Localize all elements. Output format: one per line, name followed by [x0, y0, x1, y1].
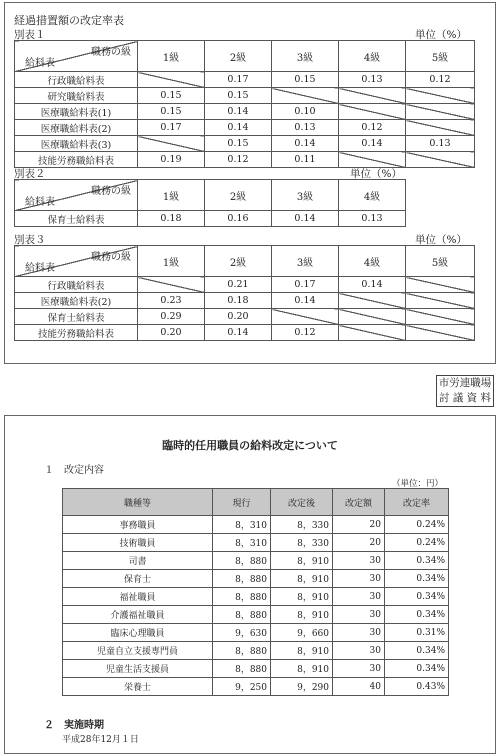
- rate-cell: 0.13: [339, 211, 406, 227]
- rate-cell: 0.14: [339, 277, 406, 293]
- grade-header: 1級: [138, 246, 205, 277]
- rate-cell: 0.14: [205, 120, 272, 136]
- job-name: 臨床心理職員: [63, 624, 213, 642]
- rate-cell: 0.18: [138, 211, 205, 227]
- rate-cell: 0.10: [272, 104, 339, 120]
- grade-header: 4級: [339, 246, 406, 277]
- rate-cell: 0.12: [406, 72, 475, 88]
- current-salary: 8，880: [213, 660, 271, 678]
- rate-cell: 0.11: [272, 152, 339, 168]
- rate-table-2: [14, 179, 406, 227]
- revised-salary: 8，910: [271, 588, 333, 606]
- table-row: [15, 309, 475, 325]
- not-applicable-cell: [339, 88, 406, 104]
- rate-cell: 0.20: [205, 309, 272, 325]
- corner-cell: [15, 180, 138, 211]
- job-name: 児童生活支援員: [63, 660, 213, 678]
- discussion-material-stamp: [436, 375, 494, 407]
- rate-cell: 0.15: [138, 104, 205, 120]
- revision-rate: 0.34%: [385, 642, 449, 660]
- header-row: [15, 246, 475, 277]
- rate-cell: 0.17: [138, 120, 205, 136]
- job-name: 児童自立支援専門員: [63, 642, 213, 660]
- header-row: [63, 489, 449, 516]
- header-row: [15, 41, 475, 72]
- current-salary: 8，880: [213, 642, 271, 660]
- revision-rate: 0.34%: [385, 660, 449, 678]
- table-row: [63, 552, 449, 570]
- job-name: 福祉職員: [63, 588, 213, 606]
- corner-grade-label: 職務の級: [91, 47, 131, 58]
- corner-cell: [15, 246, 138, 277]
- grade-header: 3級: [272, 246, 339, 277]
- current-salary: 8，880: [213, 606, 271, 624]
- revision-rate: 0.24%: [385, 534, 449, 552]
- current-salary: 8，880: [213, 570, 271, 588]
- corner-grade-label: 職務の級: [91, 186, 131, 197]
- not-applicable-cell: [339, 325, 406, 341]
- table-row: [63, 516, 449, 534]
- rate-cell: 0.21: [205, 277, 272, 293]
- table-row: [15, 211, 406, 227]
- salary-table-name: 研究職給料表: [15, 88, 138, 104]
- not-applicable-cell: [406, 309, 475, 325]
- revision-amount: 20: [333, 516, 385, 534]
- salary-table-name: 医療職給料表(2): [15, 293, 138, 309]
- grade-header: 2級: [205, 180, 272, 211]
- rate-cell: 0.14: [272, 293, 339, 309]
- table-row: [63, 570, 449, 588]
- rate-cell: 0.18: [205, 293, 272, 309]
- rate-cell: 0.14: [272, 211, 339, 227]
- revision-amount: 30: [333, 570, 385, 588]
- not-applicable-cell: [339, 309, 406, 325]
- corner-table-label: 給料表: [25, 58, 55, 69]
- rate-cell: 0.12: [205, 152, 272, 168]
- corner-grade-label: 職務の級: [91, 252, 131, 263]
- revised-salary: 8，910: [271, 660, 333, 678]
- revision-rate: 0.43%: [385, 678, 449, 696]
- salary-table-name: 保育士給料表: [15, 309, 138, 325]
- corner-cell: [15, 41, 138, 72]
- rate-cell: 0.14: [339, 136, 406, 152]
- section2-heading: ２ 実施時期: [44, 720, 104, 731]
- job-name: 司書: [63, 552, 213, 570]
- table-row: [63, 606, 449, 624]
- grade-header: 5級: [406, 41, 475, 72]
- rate-cell: 0.12: [272, 325, 339, 341]
- salary-table-name: 行政職給料表: [15, 72, 138, 88]
- salary-table-name: 技能労務職給料表: [15, 325, 138, 341]
- job-name: 保育士: [63, 570, 213, 588]
- revision-rate: 0.34%: [385, 588, 449, 606]
- revised-salary: 8，910: [271, 606, 333, 624]
- table-row: [15, 293, 475, 309]
- stamp-line-2: 討 議 資 料: [438, 392, 491, 404]
- not-applicable-cell: [406, 104, 475, 120]
- column-header: 改定後: [271, 489, 333, 516]
- column-header: 職種等: [63, 489, 213, 516]
- not-applicable-cell: [406, 152, 475, 168]
- grade-header: 5級: [406, 246, 475, 277]
- job-name: 事務職員: [63, 516, 213, 534]
- header-row: [15, 180, 406, 211]
- salary-table-name: 行政職給料表: [15, 277, 138, 293]
- table-row: [15, 72, 475, 88]
- page2-unit: （単位：円）: [392, 479, 444, 489]
- rate-cell: 0.13: [272, 120, 339, 136]
- table-row: [15, 120, 475, 136]
- grade-header: 3級: [272, 180, 339, 211]
- implementation-date: 平成28年12月１日: [62, 735, 139, 745]
- not-applicable-cell: [339, 104, 406, 120]
- table-row: [15, 277, 475, 293]
- grade-header: 4級: [339, 41, 406, 72]
- not-applicable-cell: [138, 72, 205, 88]
- salary-table-name: 技能労務職給料表: [15, 152, 138, 168]
- salary-table-name: 保育士給料表: [15, 211, 138, 227]
- rate-cell: 0.14: [205, 325, 272, 341]
- current-salary: 8，310: [213, 534, 271, 552]
- page2-title: 臨時的任用職員の給料改定について: [162, 439, 338, 452]
- table2-unit: 単位（%）: [350, 168, 402, 180]
- job-name: 技術職員: [63, 534, 213, 552]
- salary-table-name: 医療職給料表(2): [15, 120, 138, 136]
- table3-label: 別表３: [14, 234, 46, 246]
- grade-header: 1級: [138, 41, 205, 72]
- revision-amount: 30: [333, 552, 385, 570]
- current-salary: 9，630: [213, 624, 271, 642]
- revision-amount: 20: [333, 534, 385, 552]
- column-header: 改定率: [385, 489, 449, 516]
- revised-salary: 8，910: [271, 570, 333, 588]
- table-row: [63, 642, 449, 660]
- not-applicable-cell: [138, 136, 205, 152]
- table2-label: 別表２: [14, 168, 46, 180]
- revision-rate: 0.34%: [385, 570, 449, 588]
- table-row: [15, 104, 475, 120]
- current-salary: 8，310: [213, 516, 271, 534]
- grade-header: 4級: [339, 180, 406, 211]
- rate-table-3: [14, 245, 475, 341]
- rate-cell: 0.17: [272, 277, 339, 293]
- job-name: 栄養士: [63, 678, 213, 696]
- rate-cell: 0.15: [205, 88, 272, 104]
- revision-rate: 0.31%: [385, 624, 449, 642]
- current-salary: 8，880: [213, 552, 271, 570]
- rate-cell: 0.15: [138, 88, 205, 104]
- corner-table-label: 給料表: [25, 197, 55, 208]
- rate-cell: 0.29: [138, 309, 205, 325]
- rate-cell: 0.20: [138, 325, 205, 341]
- page1-title: 経過措置額の改定率表: [14, 14, 124, 27]
- not-applicable-cell: [406, 120, 475, 136]
- grade-header: 3級: [272, 41, 339, 72]
- rate-cell: 0.14: [205, 104, 272, 120]
- revision-amount: 30: [333, 606, 385, 624]
- not-applicable-cell: [406, 325, 475, 341]
- grade-header: 1級: [138, 180, 205, 211]
- salary-revision-table: [62, 488, 449, 696]
- not-applicable-cell: [406, 88, 475, 104]
- column-header: 現行: [213, 489, 271, 516]
- table-row: [63, 534, 449, 552]
- revised-salary: 8，330: [271, 534, 333, 552]
- revised-salary: 8，330: [271, 516, 333, 534]
- table-row: [63, 660, 449, 678]
- table-row: [63, 624, 449, 642]
- grade-header: 2級: [205, 246, 272, 277]
- revision-amount: 30: [333, 624, 385, 642]
- not-applicable-cell: [272, 88, 339, 104]
- table-row: [15, 325, 475, 341]
- not-applicable-cell: [406, 293, 475, 309]
- table1-unit: 単位（%）: [415, 29, 467, 41]
- section1-heading: １ 改定内容: [44, 465, 104, 476]
- table-row: [63, 588, 449, 606]
- rate-cell: 0.12: [339, 120, 406, 136]
- not-applicable-cell: [138, 277, 205, 293]
- not-applicable-cell: [406, 277, 475, 293]
- salary-table-name: 医療職給料表(3): [15, 136, 138, 152]
- revised-salary: 9，660: [271, 624, 333, 642]
- table-row: [15, 152, 475, 168]
- rate-cell: 0.13: [339, 72, 406, 88]
- revision-rate: 0.34%: [385, 552, 449, 570]
- revision-amount: 40: [333, 678, 385, 696]
- salary-table-name: 医療職給料表(1): [15, 104, 138, 120]
- table3-unit: 単位（%）: [415, 234, 467, 246]
- current-salary: 9，250: [213, 678, 271, 696]
- stamp-line-1: 市労連職場: [438, 377, 492, 389]
- rate-cell: 0.13: [406, 136, 475, 152]
- table1-label: 別表１: [14, 29, 46, 41]
- current-salary: 8，880: [213, 588, 271, 606]
- revision-rate: 0.24%: [385, 516, 449, 534]
- table-row: [63, 678, 449, 696]
- column-header: 改定額: [333, 489, 385, 516]
- rate-cell: 0.23: [138, 293, 205, 309]
- revision-rate: 0.34%: [385, 606, 449, 624]
- rate-cell: 0.14: [272, 136, 339, 152]
- rate-cell: 0.16: [205, 211, 272, 227]
- revised-salary: 8，910: [271, 642, 333, 660]
- revised-salary: 9，290: [271, 678, 333, 696]
- rate-cell: 0.17: [205, 72, 272, 88]
- revision-amount: 30: [333, 660, 385, 678]
- rate-cell: 0.15: [272, 72, 339, 88]
- revision-amount: 30: [333, 642, 385, 660]
- rate-table-1: [14, 40, 475, 168]
- corner-table-label: 給料表: [25, 263, 55, 274]
- table-row: [15, 88, 475, 104]
- not-applicable-cell: [272, 309, 339, 325]
- rate-cell: 0.19: [138, 152, 205, 168]
- table-row: [15, 136, 475, 152]
- not-applicable-cell: [339, 293, 406, 309]
- revision-amount: 30: [333, 588, 385, 606]
- rate-cell: 0.15: [205, 136, 272, 152]
- grade-header: 2級: [205, 41, 272, 72]
- job-name: 介護福祉職員: [63, 606, 213, 624]
- revised-salary: 8，910: [271, 552, 333, 570]
